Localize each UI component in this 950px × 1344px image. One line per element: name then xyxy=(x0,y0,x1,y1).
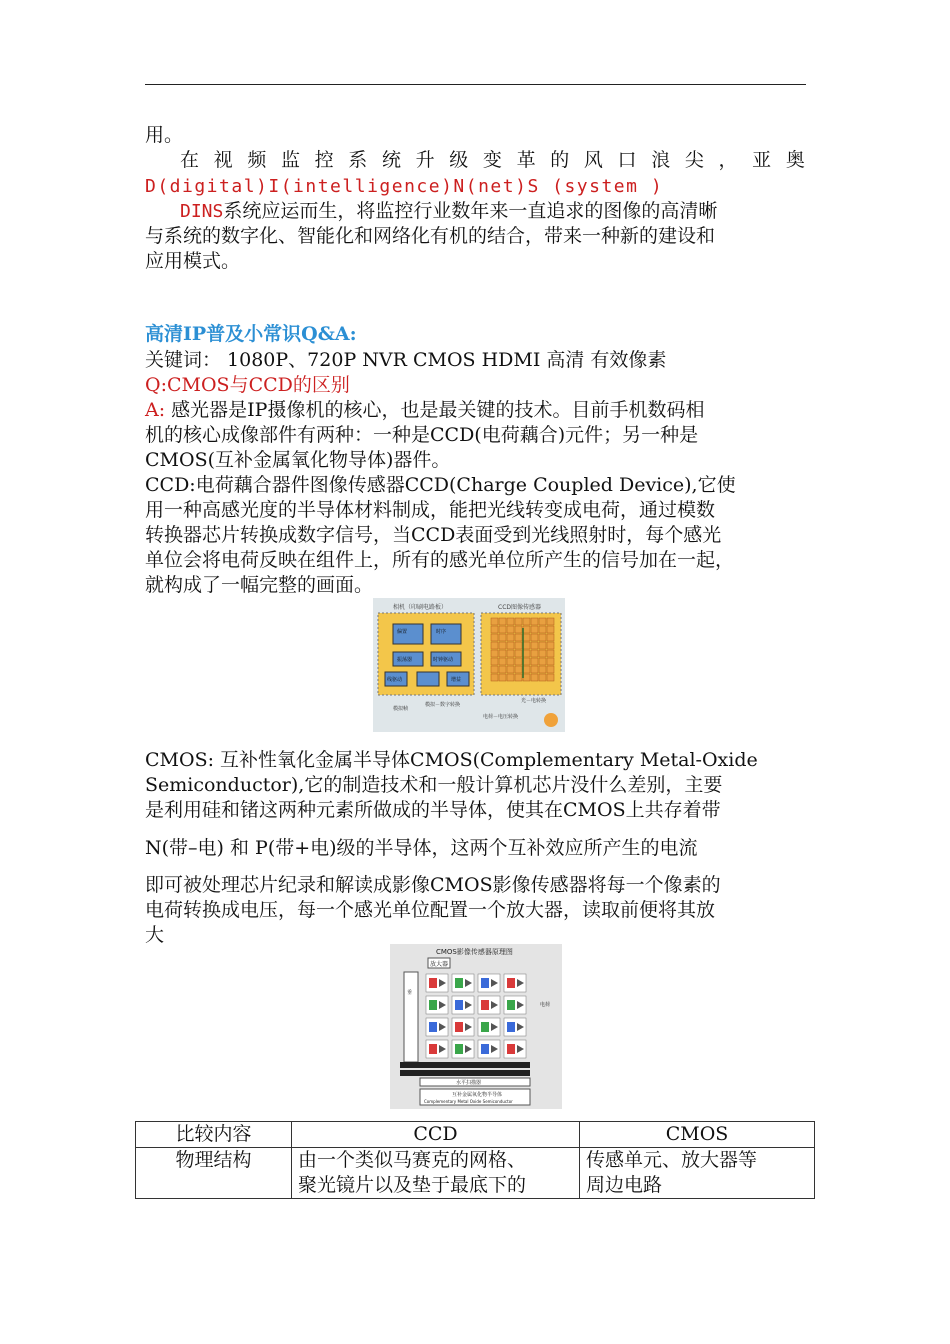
ccd-fig-ev-label: 电荷－电压转换 xyxy=(483,714,519,720)
table-cell-cmos-line2: 周边电路 xyxy=(586,1174,663,1196)
ccd-pixel xyxy=(515,658,522,665)
cmos-fig-caption-cn: 互补金属氧化物半导体 xyxy=(452,1092,503,1098)
ccd-pixel xyxy=(515,666,522,673)
qa-question: Q:CMOS与CCD的区别 xyxy=(145,374,350,396)
cmos-photodiode xyxy=(429,1022,437,1032)
cmos-photodiode xyxy=(481,1044,489,1054)
ccd-pixel xyxy=(507,626,514,633)
table-header-cell: CCD xyxy=(292,1122,580,1148)
cmos-photodiode xyxy=(507,1000,515,1010)
ccd-pixel xyxy=(491,650,498,657)
ccd-fig-adc xyxy=(417,672,439,686)
cmos-fig-caption-en: Complementary Metal Oxide Semiconductor xyxy=(424,1099,513,1104)
para1-line2-char: 升 xyxy=(415,149,435,171)
para1-line2-char: 控 xyxy=(314,149,334,171)
ccd-pixel xyxy=(547,658,554,665)
para1-line2-char: 革 xyxy=(516,149,536,171)
ccd-pixel xyxy=(499,642,506,649)
ccd-pixel xyxy=(531,634,538,641)
cmos-fig-title: CMOS影像传感器原理图 xyxy=(436,948,513,956)
ccd-pixel xyxy=(547,618,554,625)
cmos-diagram-figure xyxy=(390,944,562,1109)
ccd-pixel xyxy=(491,666,498,673)
ccd-pixel xyxy=(507,618,514,625)
ccd-line2: 用一种高感光度的半导体材料制成，能把光线转变成电荷，通过模数 xyxy=(145,499,716,521)
cmos-line7: 大 xyxy=(145,924,165,946)
cmos-fig-horiz-label: 水平扫描器 xyxy=(456,1080,482,1086)
ccd-pixel xyxy=(539,674,546,681)
cmos-line4: N(带–电) 和 P(带+电)级的半导体，这两个互补效应所产生的电流 xyxy=(145,837,698,859)
ccd-pixel xyxy=(547,626,554,633)
para1-line2-char: 的 xyxy=(550,149,570,171)
cmos-photodiode xyxy=(481,978,489,988)
ccd-line5: 就构成了一幅完整的画面。 xyxy=(145,574,374,596)
para1-line2-char: 统 xyxy=(381,149,401,171)
ccd-pixel xyxy=(515,642,522,649)
ccd-pixel xyxy=(507,642,514,649)
ccd-fig-clock-label: 时钟驱动 xyxy=(433,657,454,663)
cmos-line2: Semiconductor),它的制造技术和一般计算机芯片没什么差别，主要 xyxy=(145,774,723,796)
ccd-pixel xyxy=(539,658,546,665)
table-cell-ccd-line1: 由一个类似马赛克的网格、 xyxy=(298,1149,527,1171)
cmos-line6: 电荷转换成电压，每一个感光单位配置一个放大器，读取前便将其放 xyxy=(145,899,716,921)
cmos-fig-bus-1 xyxy=(400,1062,530,1068)
ccd-pixel xyxy=(531,674,538,681)
ccd-fig-adc-label: 模拟－数字转换 xyxy=(425,702,461,708)
ccd-pixel xyxy=(491,658,498,665)
ccd-pixel xyxy=(499,626,506,633)
ccd-pixel xyxy=(499,674,506,681)
ccd-pixel xyxy=(515,626,522,633)
para1-line3: D(digital)I(intelligence)N(net)S (system ) xyxy=(145,176,664,197)
ccd-pixel xyxy=(531,642,538,649)
para1-line2-char: 监 xyxy=(280,149,300,171)
ccd-pixel xyxy=(539,650,546,657)
para1-line5: 与系统的数字化、智能化和网络化有机的结合，带来一种新的建设和 xyxy=(145,225,716,247)
para1-line2-char: 视 xyxy=(213,149,233,171)
para1-line2-char: 浪 xyxy=(651,149,671,171)
para1-line2-char: 风 xyxy=(583,149,603,171)
ccd-pixel xyxy=(491,674,498,681)
para1-line2-char: 亚 xyxy=(752,149,772,171)
cmos-photodiode xyxy=(481,1000,489,1010)
qa-answer-line3: CMOS(互补金属氧化物导体)器件。 xyxy=(145,449,451,471)
ccd-pixel xyxy=(523,650,530,657)
ccd-pixel xyxy=(531,626,538,633)
para1-line2-char: 系 xyxy=(348,149,368,171)
ccd-pixel xyxy=(531,658,538,665)
ccd-fig-gain-label: 增益 xyxy=(451,677,462,683)
ccd-pixel xyxy=(491,626,498,633)
ccd-pixel xyxy=(547,650,554,657)
ccd-pixel xyxy=(523,674,530,681)
ccd-pixel xyxy=(507,634,514,641)
ccd-pixel xyxy=(531,666,538,673)
ccd-fig-osc-label: 振荡器 xyxy=(397,657,413,663)
para1-line2-char: ， xyxy=(718,149,738,171)
para1-line4-text: 系统应运而生，将监控行业数年来一直追求的图像的高清晰 xyxy=(223,200,718,222)
para1-line2-char: 级 xyxy=(449,149,469,171)
ccd-fig-frame-label: 模拟帧 xyxy=(393,706,409,712)
ccd-pixel xyxy=(515,634,522,641)
ccd-pixel xyxy=(515,650,522,657)
ccd-fig-left-title: 相机（印刷电路板） xyxy=(393,604,448,611)
cmos-photodiode xyxy=(481,1022,489,1032)
ccd-fig-pe-label: 光－电转换 xyxy=(521,698,547,704)
qa-keywords: 关键词： 1080P、720P NVR CMOS HDMI 高清 有效像素 xyxy=(145,349,667,371)
cmos-photodiode xyxy=(429,1044,437,1054)
qa-a-prefix: A: xyxy=(145,399,166,421)
ccd-pixel xyxy=(499,618,506,625)
ccd-pixel xyxy=(515,674,522,681)
cmos-photodiode xyxy=(455,978,463,988)
table-header-cell: 比较内容 xyxy=(136,1122,292,1148)
cmos-photodiode xyxy=(429,1000,437,1010)
ccd-pixel xyxy=(539,626,546,633)
cmos-fig-charge-label: 电荷 xyxy=(540,1002,551,1008)
cmos-fig-vertical-scanner xyxy=(404,972,418,1062)
ccd-pixel xyxy=(515,618,522,625)
ccd-fig-timing-label: 时序 xyxy=(436,629,447,635)
cmos-fig-bus-2 xyxy=(400,1070,530,1076)
cmos-line1: CMOS: 互补性氧化金属半导体CMOS(Complementary Metal-Oxide xyxy=(145,749,758,771)
table-header-cell: CMOS xyxy=(580,1122,815,1148)
qa-answer-line2: 机的核心成像部件有两种：一种是CCD(电荷藕合)元件；另一种是 xyxy=(145,424,699,446)
ccd-pixel xyxy=(539,642,546,649)
para1-line4: DINS系统应运而生，将监控行业数年来一直追求的图像的高清晰 xyxy=(180,200,718,222)
cmos-photodiode xyxy=(507,1044,515,1054)
cmos-photodiode xyxy=(455,1044,463,1054)
ccd-pixel xyxy=(491,642,498,649)
ccd-line1: CCD:电荷藕合器件图像传感器CCD(Charge Coupled Device),它使 xyxy=(145,474,736,496)
para1-line2-char: 频 xyxy=(247,149,267,171)
table-cell-cmos-line1: 传感单元、放大器等 xyxy=(586,1149,758,1171)
para1-line1: 用。 xyxy=(145,124,184,146)
ccd-pixel xyxy=(499,634,506,641)
comparison-table xyxy=(135,1121,815,1199)
ccd-pixel xyxy=(491,634,498,641)
ccd-pixel xyxy=(523,642,530,649)
cmos-photodiode xyxy=(507,1022,515,1032)
ccd-pixel xyxy=(547,674,554,681)
qa-a-line1-text: 感光器是IP摄像机的核心，也是最关键的技术。目前手机数码相 xyxy=(165,399,705,421)
ccd-fig-right-title: CCD图像传感器 xyxy=(498,604,541,611)
cmos-photodiode xyxy=(429,978,437,988)
ccd-fig-line-label: 线驱动 xyxy=(387,677,403,683)
ccd-pixel xyxy=(539,666,546,673)
ccd-line3: 转换器芯片转换成数字信号，当CCD表面受到光线照射时，每个感光 xyxy=(145,524,722,546)
cmos-fig-vert-label: 垂 xyxy=(407,990,413,996)
ccd-pixel xyxy=(531,650,538,657)
ccd-pixel xyxy=(523,626,530,633)
para1-line2-char: 变 xyxy=(482,149,502,171)
ccd-pixel xyxy=(507,674,514,681)
ccd-pixel xyxy=(507,666,514,673)
ccd-line4: 单位会将电荷反映在组件上，所有的感光单位所产生的信号加在一起， xyxy=(145,549,735,571)
cmos-photodiode xyxy=(455,1000,463,1010)
ccd-pixel xyxy=(547,666,554,673)
table-cell-ccd xyxy=(292,1148,580,1199)
table-row xyxy=(136,1148,815,1199)
ccd-pixel xyxy=(531,618,538,625)
qa-heading: 高清IP普及小常识Q&A: xyxy=(145,323,357,345)
ccd-pixel xyxy=(499,650,506,657)
ccd-fig-bias-label: 偏置 xyxy=(397,629,408,635)
ccd-pixel xyxy=(523,658,530,665)
cmos-line5: 即可被处理芯片纪录和解读成影像CMOS影像传感器将每一个像素的 xyxy=(145,874,721,896)
ccd-pixel xyxy=(539,618,546,625)
para1-line2-char: 口 xyxy=(617,149,637,171)
header-rule xyxy=(145,84,806,85)
ccd-pixel xyxy=(491,618,498,625)
table-cell-cmos xyxy=(580,1148,815,1199)
cmos-photodiode xyxy=(507,978,515,988)
para1-line2 xyxy=(145,148,810,173)
table-header-row xyxy=(136,1122,815,1148)
para1-line2-char: 尖 xyxy=(684,149,704,171)
ccd-pixel xyxy=(499,666,506,673)
ccd-pixel xyxy=(523,666,530,673)
cmos-photodiode xyxy=(455,1022,463,1032)
ccd-pixel xyxy=(523,634,530,641)
para1-line2-char: 奥 xyxy=(785,149,805,171)
qa-answer-line1 xyxy=(145,398,810,423)
table-cell-ccd-line2: 聚光镜片以及垫于最底下的 xyxy=(298,1174,527,1196)
cmos-fig-amp-label: 放大器 xyxy=(430,961,449,968)
ccd-pixel xyxy=(539,634,546,641)
para1-line2-char: 在 xyxy=(180,149,200,171)
ccd-pixel xyxy=(499,658,506,665)
para1-line6: 应用模式。 xyxy=(145,250,241,272)
ccd-diagram-figure xyxy=(373,598,565,732)
ccd-pixel xyxy=(523,618,530,625)
table-cell-topic: 物理结构 xyxy=(136,1148,292,1199)
ccd-fig-logo xyxy=(544,713,558,727)
cmos-line3: 是利用硅和锗这两种元素所做成的半导体，使其在CMOS上共存着带 xyxy=(145,799,721,821)
ccd-pixel xyxy=(547,642,554,649)
ccd-pixel xyxy=(507,650,514,657)
ccd-pixel xyxy=(507,658,514,665)
ccd-pixel xyxy=(547,634,554,641)
